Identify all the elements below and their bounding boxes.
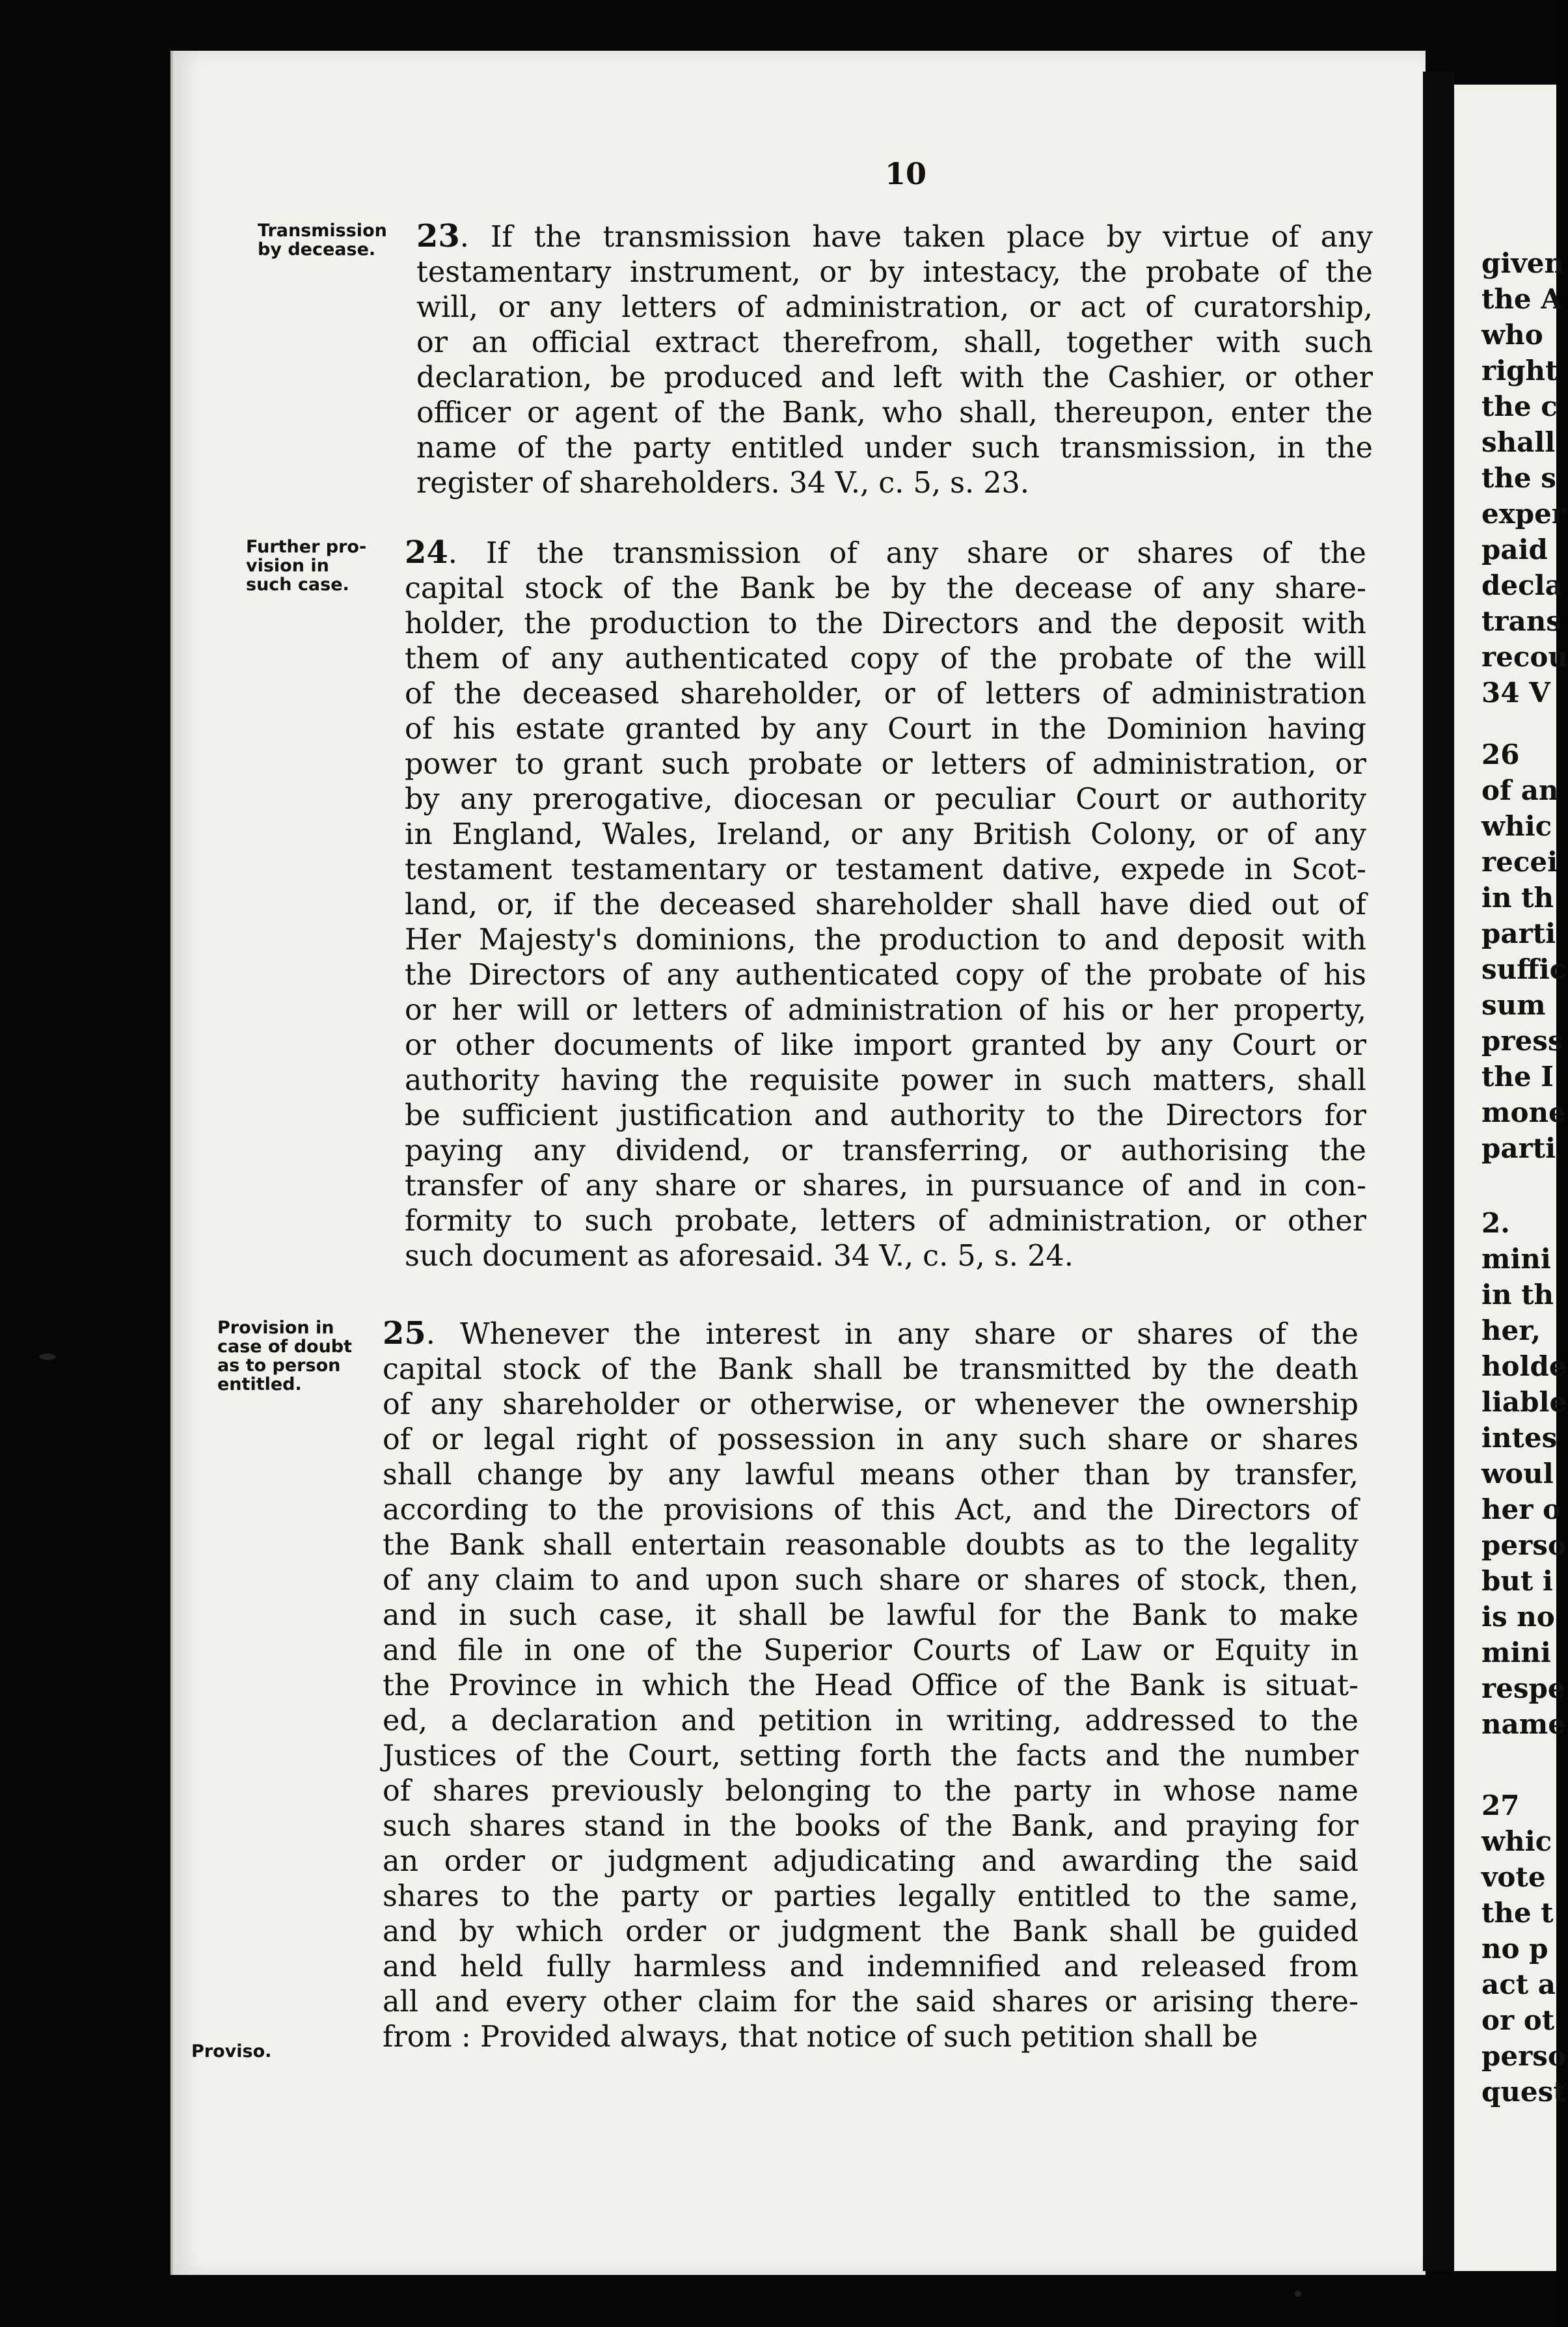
section-line: the Bank shall entertain reasonable doubts as to the legality bbox=[383, 1529, 1358, 1562]
section-line: authority having the requisite power in such matters, shall bbox=[405, 1064, 1366, 1097]
facing-page-fragment: exper bbox=[1481, 498, 1566, 530]
facing-page-fragment: act a bbox=[1481, 1968, 1556, 2000]
facing-page-fragment: given bbox=[1481, 247, 1564, 279]
section-line: and by which order or judgment the Bank shall be guided bbox=[383, 1915, 1358, 1948]
scan-speck bbox=[1295, 2291, 1301, 2297]
facing-page-fragment: or ot bbox=[1481, 2004, 1555, 2036]
facing-page-fragment: no p bbox=[1481, 1933, 1548, 1965]
section-line: or other documents of like import granted by any Court or bbox=[405, 1029, 1366, 1062]
section-line-text: If the transmission of any share or shares of the bbox=[485, 537, 1366, 570]
section-line: by any prerogative, diocesan or peculiar Court or authority bbox=[405, 783, 1366, 816]
facing-page-fragment: the c bbox=[1481, 390, 1558, 422]
section-23 bbox=[416, 219, 1373, 501]
section-line: from : Provided always, that notice of such petition shall be bbox=[383, 2021, 1258, 2054]
section-line: the Province in which the Head Office of the Bank is situat- bbox=[383, 1669, 1358, 1702]
facing-page-fragment: sum bbox=[1481, 989, 1546, 1021]
margin-note-provision-in-case-of-doubt: Provision in case of doubt as to person entitled. bbox=[217, 1318, 353, 1395]
facing-page-fragment: whic bbox=[1481, 1825, 1552, 1857]
facing-page-fragment: shall bbox=[1481, 426, 1556, 458]
facing-page-fragment: mini bbox=[1481, 1637, 1551, 1668]
section-line: register of shareholders. 34 V., c. 5, s. 23. bbox=[416, 467, 1030, 500]
section-line: the Directors of any authenticated copy of the probate of his bbox=[405, 959, 1366, 992]
section-line: such document as aforesaid. 34 V., c. 5, s. 24. bbox=[405, 1240, 1074, 1273]
section-line: of any shareholder or otherwise, or whenever the ownership bbox=[383, 1388, 1358, 1421]
section-line: testament testamentary or testament dative, expede in Scot- bbox=[405, 853, 1366, 886]
facing-page-fragment: her o bbox=[1481, 1493, 1561, 1525]
facing-page-fragment: the I bbox=[1481, 1061, 1554, 1093]
facing-page-fragment: trans bbox=[1481, 605, 1561, 637]
section-line: capital stock of the Bank be by the decease of any share- bbox=[405, 572, 1366, 605]
section-line: shall change by any lawful means other than by transfer, bbox=[383, 1458, 1358, 1491]
margin-note-further-provision: Further pro- vision in such case. bbox=[246, 537, 367, 595]
section-line: name of the party entitled under such transmission, in the bbox=[416, 431, 1373, 465]
facing-page-fragment: quest bbox=[1481, 2076, 1566, 2108]
section-line: 24. If the transmission of any share or shares of the bbox=[405, 534, 1366, 571]
section-line: capital stock of the Bank shall be transmitted by the death bbox=[383, 1353, 1358, 1386]
facing-page-fragment: parti bbox=[1481, 918, 1556, 949]
facing-page-fragment: liable bbox=[1481, 1386, 1567, 1418]
facing-page-fragment: the A bbox=[1481, 283, 1562, 315]
facing-page-fragment: in th bbox=[1481, 1279, 1554, 1311]
section-number: 25 bbox=[383, 1315, 426, 1352]
facing-page-fragment: 2. bbox=[1481, 1207, 1510, 1239]
section-line: holder, the production to the Directors and the deposit with bbox=[405, 607, 1366, 640]
section-line: them of any authenticated copy of the probate of the will bbox=[405, 642, 1366, 675]
facing-page-fragment: vote bbox=[1481, 1861, 1546, 1893]
facing-page-fragment: whic bbox=[1481, 810, 1552, 842]
facing-page-fragment: perso bbox=[1481, 1529, 1566, 1561]
section-line: declaration, be produced and left with the Cashier, or other bbox=[416, 361, 1373, 394]
section-line: be sufficient justification and authority to the Directors for bbox=[405, 1099, 1366, 1132]
facing-page-fragment: the t bbox=[1481, 1897, 1554, 1929]
facing-page-fragment: in th bbox=[1481, 882, 1554, 914]
section-line: testamentary instrument, or by intestacy, the probate of the bbox=[416, 256, 1373, 289]
facing-page-fragment: press bbox=[1481, 1025, 1563, 1057]
facing-page-fragment: who bbox=[1481, 319, 1543, 351]
facing-page-fragment: the s bbox=[1481, 462, 1556, 494]
section-line: 23. If the transmission have taken place by virtue of any bbox=[416, 218, 1373, 254]
facing-page-fragment: decla bbox=[1481, 569, 1563, 601]
facing-page-fragment: intes bbox=[1481, 1422, 1558, 1454]
facing-page-fragment: recei bbox=[1481, 846, 1558, 878]
section-24 bbox=[405, 535, 1366, 1274]
facing-page-fragment: is no bbox=[1481, 1601, 1555, 1633]
facing-page-fragment: mini bbox=[1481, 1243, 1551, 1275]
section-line: power to grant such probate or letters of administration, or bbox=[405, 748, 1366, 781]
section-25 bbox=[383, 1316, 1358, 2055]
facing-page-fragment: 26 bbox=[1481, 739, 1520, 770]
page-number: 10 bbox=[885, 156, 927, 191]
facing-page-fragment: mone bbox=[1481, 1096, 1566, 1128]
facing-page-fragment: but i bbox=[1481, 1565, 1553, 1597]
section-number: 23 bbox=[416, 218, 460, 254]
section-line: Her Majesty's dominions, the production to and deposit with bbox=[405, 923, 1366, 957]
margin-note-transmission-by-decease: Transmission by decease. bbox=[258, 221, 387, 260]
section-line: officer or agent of the Bank, who shall, thereupon, enter the bbox=[416, 396, 1373, 429]
facing-page-fragment: perso bbox=[1481, 2040, 1566, 2072]
facing-page-fragment: suffic bbox=[1481, 953, 1567, 985]
facing-page-fragment: right bbox=[1481, 355, 1558, 387]
facing-page-fragment: her, bbox=[1481, 1314, 1541, 1346]
section-line: of any claim to and upon such share or shares of stock, then, bbox=[383, 1564, 1358, 1597]
section-line: according to the provisions of this Act, and the Directors of bbox=[383, 1493, 1358, 1527]
page-gutter bbox=[1423, 72, 1454, 2271]
section-line-text: Whenever the interest in any share or shares of the bbox=[460, 1318, 1358, 1351]
section-line: of the deceased shareholder, or of letters of administration bbox=[405, 677, 1366, 711]
section-line: transfer of any share or shares, in pursuance of and in con- bbox=[405, 1169, 1366, 1203]
section-line-text: If the transmission have taken place by virtue of any bbox=[490, 221, 1373, 254]
section-line: paying any dividend, or transferring, or authorising the bbox=[405, 1134, 1366, 1167]
section-line: such shares stand in the books of the Bank, and praying for bbox=[383, 1810, 1358, 1843]
section-line: land, or, if the deceased shareholder shall have died out of bbox=[405, 888, 1366, 921]
facing-page-fragment: recou bbox=[1481, 641, 1568, 673]
scan-speck bbox=[39, 1354, 56, 1360]
section-line: ed, a declaration and petition in writing, addressed to the bbox=[383, 1704, 1358, 1737]
facing-page-fragment: holde bbox=[1481, 1350, 1567, 1382]
section-line: and in such case, it shall be lawful for the Bank to make bbox=[383, 1599, 1358, 1632]
section-line: Justices of the Court, setting forth the facts and the number bbox=[383, 1739, 1358, 1773]
section-line: or an official extract therefrom, shall, together with such bbox=[416, 326, 1373, 359]
facing-page-fragment: paid bbox=[1481, 534, 1548, 565]
section-line: of his estate granted by any Court in the Dominion having bbox=[405, 713, 1366, 746]
section-line: shares to the party or parties legally entitled to the same, bbox=[383, 1880, 1358, 1913]
margin-note-proviso: Proviso. bbox=[191, 2041, 272, 2062]
facing-page-fragment: woul bbox=[1481, 1458, 1554, 1490]
facing-page-fragment: of an bbox=[1481, 774, 1559, 806]
section-line: 25. Whenever the interest in any share or shares of the bbox=[383, 1315, 1358, 1352]
section-line: formity to such probate, letters of administration, or other bbox=[405, 1204, 1366, 1238]
section-line: and file in one of the Superior Courts of Law or Equity in bbox=[383, 1634, 1358, 1667]
section-line: of or legal right of possession in any such share or shares bbox=[383, 1423, 1358, 1456]
section-line: an order or judgment adjudicating and awarding the said bbox=[383, 1845, 1358, 1878]
facing-page-fragment: respe bbox=[1481, 1672, 1565, 1704]
facing-page-fragment: 27 bbox=[1481, 1789, 1520, 1821]
section-line: of shares previously belonging to the party in whose name bbox=[383, 1775, 1358, 1808]
section-line: in England, Wales, Ireland, or any British Colony, or of any bbox=[405, 818, 1366, 851]
section-line: and held fully harmless and indemnified and released from bbox=[383, 1950, 1358, 1983]
section-line: or her will or letters of administration of his or her property, bbox=[405, 994, 1366, 1027]
facing-page-fragment: name bbox=[1481, 1708, 1565, 1740]
facing-page bbox=[1454, 85, 1568, 2271]
facing-page-fragment: 34 V bbox=[1481, 677, 1550, 709]
section-line: will, or any letters of administration, or act of curatorship, bbox=[416, 291, 1373, 324]
section-line: all and every other claim for the said shares or arising there- bbox=[383, 1985, 1358, 2019]
facing-page-fragment: parti bbox=[1481, 1132, 1556, 1164]
section-number: 24 bbox=[405, 534, 448, 571]
